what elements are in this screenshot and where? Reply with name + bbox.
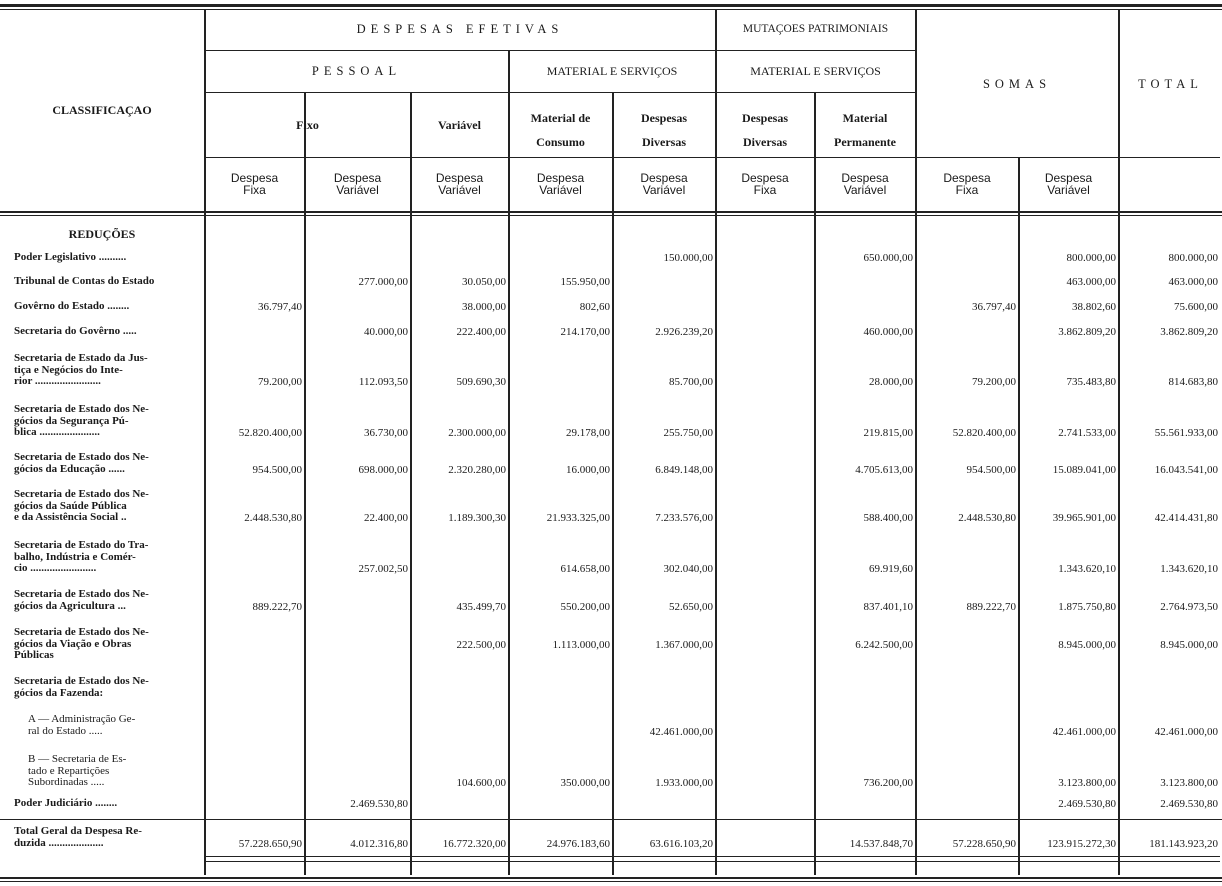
header-material-servicos-1: MATERIAL E SERVIÇOS — [546, 64, 678, 78]
subheader-line1: Despesa — [741, 171, 789, 185]
row-label — [14, 754, 200, 789]
table-cell-value: 52.820.400,00 — [952, 427, 1016, 439]
subheader-cell — [916, 172, 1018, 196]
row-label-line: Subordinadas ..... — [28, 776, 105, 788]
table-cell-value: 2.300.000,00 — [448, 427, 506, 439]
row-label-line: rior ........................ — [14, 375, 101, 387]
table-cell-value: 814.683,80 — [1168, 376, 1218, 388]
table-cell-value: 2.469.530,80 — [1160, 798, 1218, 810]
col-line-10 — [1118, 10, 1120, 875]
table-cell-value: 16.772.320,00 — [442, 837, 506, 850]
row-label-line: Secretaria de Estado dos Ne- — [14, 588, 149, 600]
rule-under-header — [0, 211, 1222, 213]
bottom-rule-thin — [0, 881, 1222, 882]
subheader-cell — [411, 172, 508, 196]
row-label-line: Tribunal de Contas do Estado — [14, 275, 155, 287]
row-label — [14, 489, 200, 524]
row-label-line: blica ...................... — [14, 426, 100, 438]
table-cell-value: 24.976.183,60 — [546, 837, 610, 850]
row-label-line: balho, Indústria e Comér- — [14, 550, 136, 563]
table-cell-value: 3.862.809,20 — [1058, 326, 1116, 338]
header-classificacao: CLASSIFICAÇAO — [52, 103, 152, 117]
row-label-line: tiça e Negócios do Inte- — [14, 363, 123, 376]
row-label — [14, 627, 200, 662]
table-cell-value: 302.040,00 — [663, 563, 713, 575]
row-label — [14, 714, 200, 737]
row-label — [14, 798, 200, 810]
table-cell-value: 2.741.533,00 — [1058, 427, 1116, 439]
subheader-line1: Despesa — [435, 171, 484, 185]
col-line-7 — [814, 92, 816, 875]
subheader-line1: Despesa — [640, 171, 688, 185]
row-label-line: Secretaria de Estado dos Ne- — [14, 626, 149, 638]
table-cell-value: 6.849.148,00 — [655, 463, 713, 476]
table-cell-value: 2.764.973,50 — [1160, 600, 1218, 613]
row-label-line: Secretaria de Estado dos Ne- — [14, 488, 149, 500]
table-cell-value: 69.919,60 — [869, 563, 913, 575]
table-cell-value: 57.228.650,90 — [238, 837, 302, 850]
row-label-line: Secretaria do Govêrno ..... — [14, 325, 137, 337]
table-cell-value: 42.414.431,80 — [1154, 512, 1218, 524]
table-cell-value: 435.499,70 — [456, 600, 506, 613]
total-rule-1 — [205, 856, 1220, 857]
table-cell-value: 21.933.325,00 — [546, 512, 610, 524]
subheader-line1: Despesa — [333, 171, 382, 185]
table-cell-value: 1.343.620,10 — [1160, 563, 1218, 575]
header-variavel: Variável — [438, 118, 481, 132]
table-cell-value: 214.170,00 — [560, 326, 610, 338]
table-cell-value: 800.000,00 — [1066, 252, 1116, 264]
header-despesas-efetivas: DESPESAS EFETIVAS — [356, 22, 564, 36]
row-label-line: cio ........................ — [14, 562, 97, 574]
table-cell-value: 38.802,60 — [1072, 301, 1116, 313]
table-cell-value: 63.616.103,20 — [649, 837, 713, 850]
row-label-line: A — Administração Ge- — [28, 713, 136, 725]
header-material-servicos-2: MATERIAL E SERVIÇOS — [750, 64, 881, 78]
table-cell-value: 222.500,00 — [456, 638, 506, 651]
row-label — [14, 676, 200, 699]
row-label-line: ral do Estado ..... — [28, 724, 103, 737]
row-label-line: Total Geral da Despesa Re- — [14, 825, 142, 837]
subheader-line2: Fixa — [955, 183, 979, 197]
table-cell-value: 104.600,00 — [456, 777, 506, 789]
rule-under-columns — [205, 157, 1220, 158]
row-label-line: e da Assistência Social .. — [14, 511, 127, 523]
header-material-permanente-line2: Permanente — [834, 135, 896, 149]
table-cell-value: 8.945.000,00 — [1160, 638, 1218, 651]
table-cell-value: 22.400,00 — [364, 512, 408, 524]
row-label-line: Poder Legislativo .......... — [14, 251, 127, 263]
row-label — [14, 252, 200, 264]
row-label — [14, 301, 200, 313]
table-cell-value: 79.200,00 — [258, 376, 302, 388]
subheader-cell — [1019, 172, 1118, 196]
row-label — [14, 540, 200, 575]
table-cell-value: 36.797,40 — [258, 301, 302, 313]
table-cell-value: 1.189.300,30 — [448, 512, 506, 524]
table-cell-value: 2.469.530,80 — [350, 798, 408, 810]
table-cell-value: 257.002,50 — [358, 563, 408, 575]
table-cell-value: 219.815,00 — [863, 427, 913, 439]
table-cell-value: 181.143.923,20 — [1149, 837, 1218, 850]
top-rule — [0, 4, 1222, 7]
table-cell-value: 255.750,00 — [663, 427, 713, 439]
table-cell-value: 1.875.750,80 — [1058, 600, 1116, 613]
table-cell-value: 42.461.000,00 — [1154, 725, 1218, 738]
subheader-line2: Variável — [642, 183, 686, 197]
table-cell-value: 460.000,00 — [863, 326, 913, 338]
header-despesas-diversas-1 — [613, 106, 715, 154]
subheader-line1: Despesa — [841, 171, 889, 185]
header-despesas-diversas-2-line1: Despesas — [741, 111, 788, 125]
total-rule-2 — [205, 861, 1220, 862]
table-cell-value: 42.461.000,00 — [1052, 725, 1116, 738]
table-cell-value: 2.448.530,80 — [244, 512, 302, 524]
table-cell-value: 16.000,00 — [566, 463, 610, 476]
table-cell-value: 75.600,00 — [1174, 301, 1218, 313]
table-cell-value: 735.483,80 — [1066, 376, 1116, 388]
table-cell-value: 15.089.041,00 — [1052, 463, 1116, 476]
table-cell-value: 889.222,70 — [252, 600, 302, 613]
table-cell-value: 588.400,00 — [863, 512, 913, 524]
row-label-line: gócios da Agricultura ... — [14, 599, 126, 612]
table-cell-value: 698.000,00 — [358, 463, 408, 476]
header-pessoal: PESSOAL — [311, 64, 402, 78]
row-label-line: gócios da Fazenda: — [14, 686, 104, 699]
subheader-line1: Despesa — [230, 171, 279, 185]
table-cell-value: 6.242.500,00 — [855, 638, 913, 651]
table-cell-value: 1.933.000,00 — [655, 777, 713, 789]
table-cell-value: 954.500,00 — [252, 463, 302, 476]
header-material-consumo-line2: Consumo — [536, 135, 585, 149]
table-cell-value: 79.200,00 — [972, 376, 1016, 388]
header-despesas-diversas-1-line1: Despesas — [640, 111, 687, 125]
header-material-consumo — [509, 106, 612, 154]
total-rule-top — [0, 819, 1222, 820]
subheader-cell — [305, 172, 410, 196]
table-cell-value: 1.113.000,00 — [552, 638, 610, 651]
table-cell-value: 509.690,30 — [456, 376, 506, 388]
row-label-line: Secretaria de Estado dos Ne- — [14, 403, 149, 415]
subheader-line1: Despesa — [943, 171, 991, 185]
table-cell-value: 52.650,00 — [669, 600, 713, 613]
rule-under-header-thin — [0, 215, 1222, 216]
bottom-rule — [0, 877, 1222, 879]
row-label — [14, 589, 200, 612]
subheader-line2: Variável — [336, 183, 379, 197]
table-cell-value: 2.926.239,20 — [655, 326, 713, 338]
row-label — [14, 326, 200, 338]
table-cell-value: 36.797,40 — [972, 301, 1016, 313]
subheader-cell — [613, 172, 715, 196]
table-cell-value: 7.233.576,00 — [655, 512, 713, 524]
table-cell-value: 38.000,00 — [462, 301, 506, 313]
row-label-line: Secretaria de Estado dos Ne- — [14, 675, 149, 687]
table-cell-value: 40.000,00 — [364, 326, 408, 338]
subheader-cell — [716, 172, 814, 196]
subheader-line2: Variável — [438, 183, 481, 197]
row-label-line: Públicas — [14, 649, 54, 661]
subheader-line2: Fixa — [753, 183, 777, 197]
table-cell-value: 650.000,00 — [863, 252, 913, 264]
table-cell-value: 802,60 — [579, 301, 610, 313]
row-label — [14, 826, 200, 849]
row-label-line: gócios da Saúde Pública — [14, 499, 127, 512]
header-mutacoes: MUTAÇOES PATRIMONIAIS — [742, 23, 889, 35]
table-cell-value: 1.367.000,00 — [655, 638, 713, 651]
table-cell-value: 39.965.901,00 — [1052, 512, 1116, 524]
table-cell-value: 16.043.541,00 — [1154, 463, 1218, 476]
row-label-line: tado e Repartições — [28, 764, 110, 777]
table-cell-value: 277.000,00 — [358, 276, 408, 288]
table-cell-value: 736.200,00 — [863, 777, 913, 789]
rule-under-pessoal — [205, 92, 915, 93]
subheader-line1: Despesa — [1044, 171, 1093, 185]
header-despesas-diversas-2-line2: Diversas — [743, 135, 787, 149]
header-despesas-diversas-2 — [716, 106, 814, 154]
row-label-line: duzida .................... — [14, 836, 104, 849]
table-cell-value: 800.000,00 — [1168, 252, 1218, 264]
col-line-3 — [410, 92, 412, 875]
table-cell-value: 30.050,00 — [462, 276, 506, 288]
header-total: TOTAL — [1138, 77, 1203, 91]
table-cell-value: 123.915.272,30 — [1047, 837, 1116, 850]
table-cell-value: 4.012.316,80 — [350, 837, 408, 850]
row-label-line: gócios da Segurança Pú- — [14, 414, 129, 427]
subheader-cell — [815, 172, 915, 196]
table-cell-value: 837.401,10 — [863, 600, 913, 613]
col-line-8 — [915, 10, 917, 875]
table-cell-value: 463.000,00 — [1066, 276, 1116, 288]
table-cell-value: 36.730,00 — [364, 427, 408, 439]
table-cell-value: 28.000,00 — [869, 376, 913, 388]
header-somas: SOMAS — [982, 77, 1052, 91]
table-cell-value: 2.469.530,80 — [1058, 798, 1116, 810]
col-line-1 — [204, 10, 206, 875]
table-cell-value: 3.123.800,00 — [1058, 777, 1116, 789]
table-cell-value: 614.658,00 — [560, 563, 610, 575]
table-cell-value: 222.400,00 — [456, 326, 506, 338]
row-label — [14, 404, 200, 439]
table-cell-value: 52.820.400,00 — [238, 427, 302, 439]
table-cell-value: 4.705.613,00 — [855, 463, 913, 476]
row-label-line: B — Secretaria de Es- — [28, 753, 127, 765]
header-despesas-diversas-1-line2: Diversas — [642, 135, 686, 149]
table-cell-value: 14.537.848,70 — [849, 837, 913, 850]
row-label-line: Secretaria de Estado dos Ne- — [14, 451, 149, 463]
subheader-cell — [205, 172, 304, 196]
row-label — [14, 353, 200, 388]
row-label-line: gócios da Educação ...... — [14, 462, 125, 475]
subheader-line2: Variável — [539, 183, 582, 197]
table-cell-value: 2.448.530,80 — [958, 512, 1016, 524]
table-cell-value: 954.500,00 — [966, 463, 1016, 476]
table-cell-value: 463.000,00 — [1168, 276, 1218, 288]
header-material-consumo-line1: Material de — [530, 111, 591, 125]
row-label-line: Poder Judiciário ........ — [14, 797, 118, 809]
subheader-line2: Variável — [843, 183, 887, 197]
row-label-line: gócios da Viação e Obras — [14, 637, 132, 650]
table-cell-value: 1.343.620,10 — [1058, 563, 1116, 575]
table-cell-value: 350.000,00 — [560, 777, 610, 789]
table-cell-value: 3.862.809,20 — [1160, 326, 1218, 338]
row-label-line: Secretaria de Estado da Jus- — [14, 352, 148, 364]
table-cell-value: 8.945.000,00 — [1058, 638, 1116, 651]
subheader-line1: Despesa — [536, 171, 585, 185]
table-cell-value: 29.178,00 — [566, 427, 610, 439]
subheader-cell — [509, 172, 612, 196]
header-fixo: Fixo — [296, 118, 319, 132]
col-line-5 — [612, 92, 614, 875]
table-cell-value: 889.222,70 — [966, 600, 1016, 613]
header-material-permanente — [815, 106, 915, 154]
row-label — [14, 452, 200, 475]
table-cell-value: 112.093,50 — [358, 376, 408, 388]
table-cell-value: 550.200,00 — [560, 600, 610, 613]
top-rule-thin — [0, 9, 1222, 10]
table-cell-value: 55.561.933,00 — [1154, 427, 1218, 439]
row-label-line: Govêrno do Estado ........ — [14, 300, 130, 312]
subheader-line2: Variável — [1047, 183, 1090, 197]
row-label-line: Secretaria de Estado do Tra- — [14, 539, 149, 551]
table-cell-value: 42.461.000,00 — [649, 725, 713, 738]
table-cell-value: 2.320.280,00 — [448, 463, 506, 476]
subheader-line2: Fixa — [243, 183, 266, 197]
table-cell-value: 155.950,00 — [560, 276, 610, 288]
row-label — [14, 276, 200, 288]
col-line-2 — [304, 92, 306, 875]
table-cell-value: 85.700,00 — [669, 376, 713, 388]
table-cell-value: 150.000,00 — [663, 252, 713, 264]
header-material-permanente-line1: Material — [842, 111, 888, 125]
section-title-reducoes: REDUÇÕES — [68, 227, 136, 241]
table-cell-value: 57.228.650,90 — [952, 837, 1016, 850]
rule-under-despesas — [205, 50, 915, 51]
table-cell-value: 3.123.800,00 — [1160, 777, 1218, 789]
